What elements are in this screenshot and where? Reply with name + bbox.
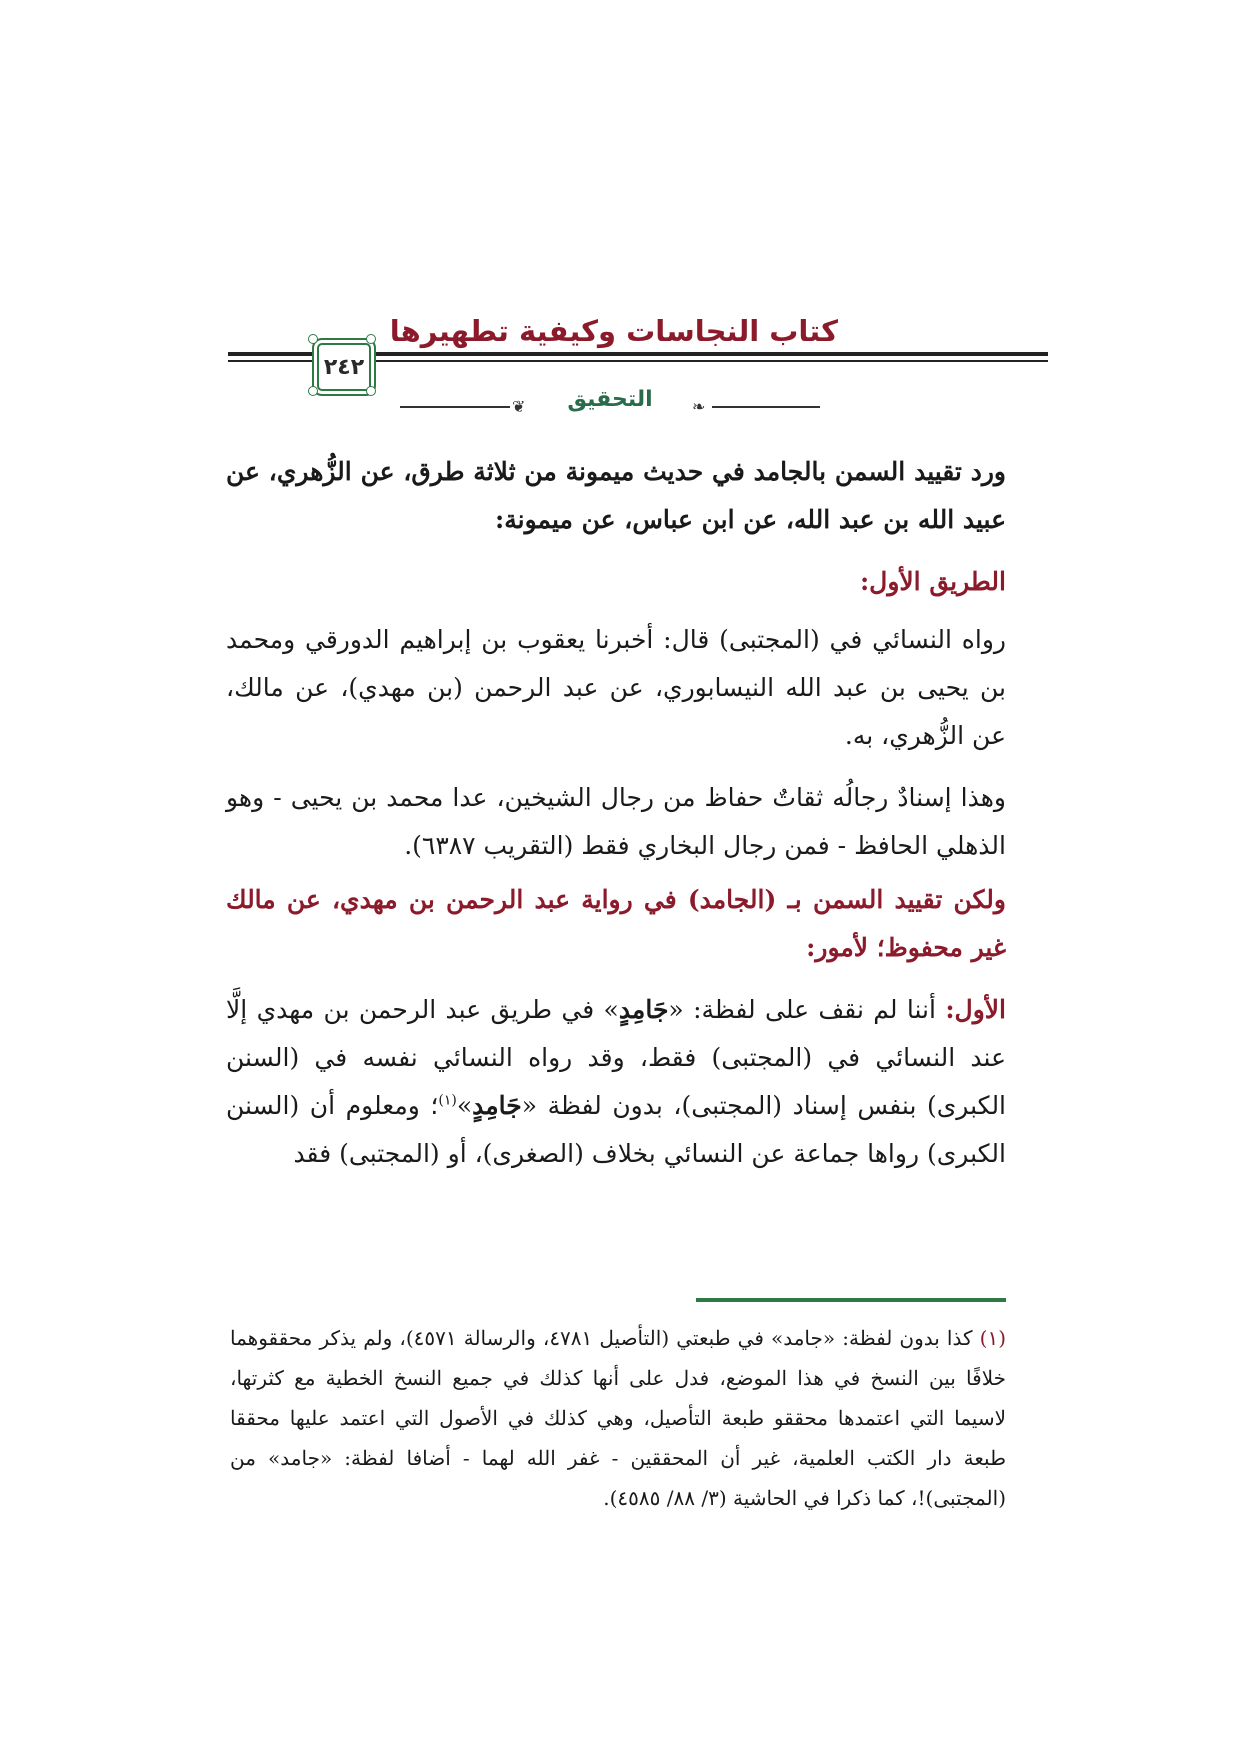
keyword-jamid: جَامِدٍ	[618, 995, 669, 1024]
badge-corner-ornament-icon	[366, 334, 376, 344]
swirl-ornament-icon: ❧	[692, 397, 706, 416]
intro-paragraph: ورد تقييد السمن بالجامد في حديث ميمونة من ثلاثة طرق، عن الزُّهري، عن عبيد الله بن عبد الله، عن ابن عباس، عن ميمونة:	[226, 457, 1006, 534]
section-title: التحقيق	[567, 387, 653, 412]
first-path-heading: الطريق الأول:	[859, 567, 1006, 596]
swirl-ornament-icon: ❦	[512, 397, 526, 416]
main-text	[226, 448, 1006, 1178]
first-reason-text-3: »	[456, 1091, 473, 1120]
badge-corner-ornament-icon	[308, 334, 318, 344]
first-reason-paragraph	[226, 986, 1006, 1178]
first-reason-text-1: أننا لم نقف على لفظة: «	[668, 995, 946, 1024]
badge-corner-ornament-icon	[308, 386, 318, 396]
footnote-number: (١)	[979, 1326, 1006, 1350]
keyword-jamid: جَامِدٍ	[472, 1091, 522, 1120]
isnad-paragraph: وهذا إسنادٌ رجالُه ثقاتٌ حفاظ من رجال الشيخين، عدا محمد بن يحيى - وهو الذهلي الحافظ - فمن رجال البخاري فقط (التقريب ٦٣٨٧).	[226, 783, 1006, 860]
section-divider	[400, 385, 820, 425]
footnote-text: كذا بدون لفظة: «جامد» في طبعتي (التأصيل ٤٧٨١، والرسالة ٤٥٧١)، ولم يذكر محققوهما خلافًا بين النسخ في هذا الموضع، فدل على أنها كذلك في جميع النسخ الخطية مع كثرتها، لاسيما التي اعتمدها محققو طبعة التأصيل، وهي كذلك في الأصول التي اعتمد عليها محققا طبعة دار الكتب العلمية، غير أن المحققين - غفر الله لهما - أضافا لفظة: «جامد» من (المجتبى)!، كما ذكرا في الحاشية (٣/ ٨٨/ ٤٥٨٥).	[230, 1326, 1006, 1510]
narration-paragraph: رواه النسائي في (المجتبى) قال: أخبرنا يعقوب بن إبراهيم الدورقي ومحمد بن يحيى بن عبد الله النيسابوري، عن عبد الرحمن (بن مهدي)، عن مالك، عن الزُّهري، به.	[226, 625, 1006, 750]
first-reason-text-4: ؛ ومعلوم أن (السنن الكبرى) رواها جماعة عن النسائي بخلاف (الصغرى)، أو (المجتبى) فقد	[226, 1091, 1006, 1168]
divider-line-right	[712, 406, 820, 408]
book-title: كتاب النجاسات وكيفية تطهيرها	[389, 314, 838, 348]
first-reason-lead: الأول:	[945, 995, 1006, 1024]
first-reason-text-2: » في طريق عبد الرحمن بن مهدي إلَّا عند النسائي في (المجتبى) فقط، وقد رواه النسائي نفسه في (السنن الكبرى) بنفس إسناد (المجتبى)، بدون لفظة «	[226, 995, 1007, 1120]
ruling-paragraph: ولكن تقييد السمن بـ (الجامد) في رواية عبد الرحمن بن مهدي، عن مالك غير محفوظ؛ لأمور:	[226, 885, 1006, 962]
footnote-separator	[696, 1298, 1006, 1302]
footnote	[230, 1318, 1006, 1518]
badge-corner-ornament-icon	[366, 386, 376, 396]
page-number: ٢٤٢	[323, 354, 365, 380]
footnote-reference[interactable]: (١)	[438, 1092, 457, 1109]
